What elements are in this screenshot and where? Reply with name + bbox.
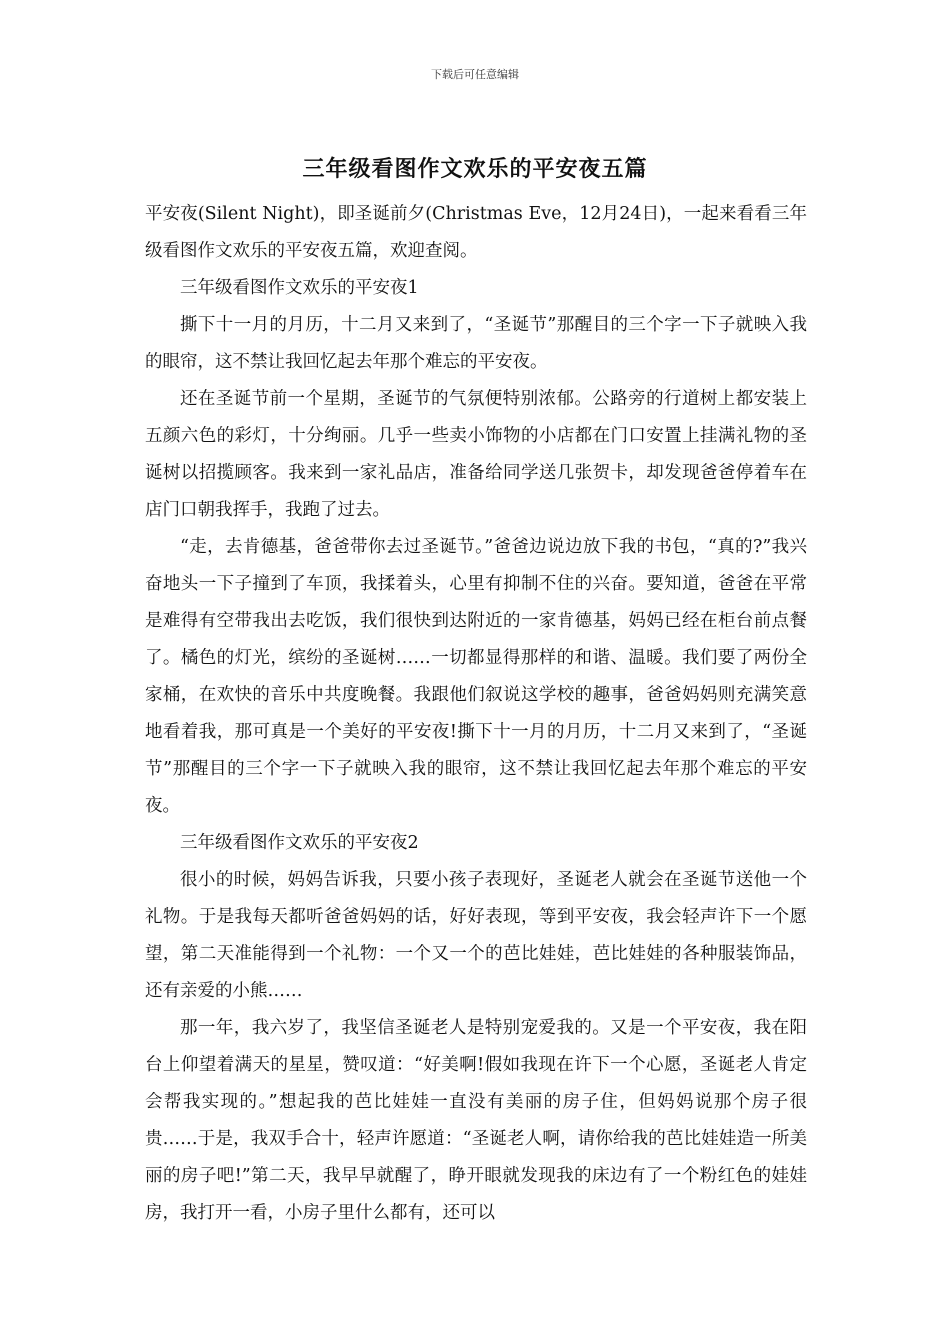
section-heading: 三年级看图作文欢乐的平安夜2 — [180, 833, 419, 853]
section-heading: 三年级看图作文欢乐的平安夜1 — [180, 278, 419, 298]
intro-paragraph: 平安夜(Silent Night)，即圣诞前夕(Christmas Eve，12月24日)，一起来看看三年级看图作文欢乐的平安夜五篇，欢迎查阅。 — [145, 204, 807, 261]
paragraph: 撕下十一月的月历，十二月又来到了，“圣诞节”那醒目的三个字一下子就映入我的眼帘，这不禁让我回忆起去年那个难忘的平安夜。 — [145, 315, 807, 372]
paragraph: “走，去肯德基，爸爸带你去过圣诞节。”爸爸边说边放下我的书包，“真的?”我兴奋地头一下子撞到了车顶，我揉着头，心里有抑制不住的兴奋。要知道，爸爸在平常是难得有空带我出去吃饭，我们很快到达附近的一家肯德基，妈妈已经在柜台前点餐了。橘色的灯光，缤纷的圣诞树……一切都显得那样的和谐、温暖。我们要了两份全家桶，在欢快的音乐中共度晚餐。我跟他们叙说这学校的趣事，爸爸妈妈则充满笑意地看着我，那可真是一个美好的平安夜!撕下十一月的月历，十二月又来到了，“圣诞节”那醒目的三个字一下子就映入我的眼帘，这不禁让我回忆起去年那个难忘的平安夜。 — [145, 537, 807, 816]
paragraph: 那一年，我六岁了，我坚信圣诞老人是特别宠爱我的。又是一个平安夜，我在阳台上仰望着满天的星星，赞叹道：“好美啊!假如我现在许下一个心愿，圣诞老人肯定会帮我实现的。”想起我的芭比娃娃一直没有美丽的房子住，但妈妈说那个房子很贵……于是，我双手合十，轻声许愿道：“圣诞老人啊，请你给我的芭比娃娃造一所美丽的房子吧!”第二天，我早早就醒了，睁开眼就发现我的床边有了一个粉红色的娃娃房，我打开一看，小房子里什么都有，还可以 — [145, 1018, 807, 1223]
header-note: 下载后可任意编辑 — [431, 68, 519, 81]
paragraph: 很小的时候，妈妈告诉我，只要小孩子表现好，圣诞老人就会在圣诞节送他一个礼物。于是我每天都听爸爸妈妈的话，好好表现，等到平安夜，我会轻声许下一个愿望，第二天准能得到一个礼物：一个又一个的芭比娃娃，芭比娃娃的各种服装饰品，还有亲爱的小熊…… — [145, 870, 807, 1001]
document-body — [145, 196, 807, 1232]
document-title: 三年级看图作文欢乐的平安夜五篇 — [302, 156, 648, 182]
paragraph: 还在圣诞节前一个星期，圣诞节的气氛便特别浓郁。公路旁的行道树上都安装上五颜六色的彩灯，十分绚丽。几乎一些卖小饰物的小店都在门口安置上挂满礼物的圣诞树以招揽顾客。我来到一家礼品店，准备给同学送几张贺卡，却发现爸爸停着车在店门口朝我挥手，我跑了过去。 — [145, 389, 807, 520]
